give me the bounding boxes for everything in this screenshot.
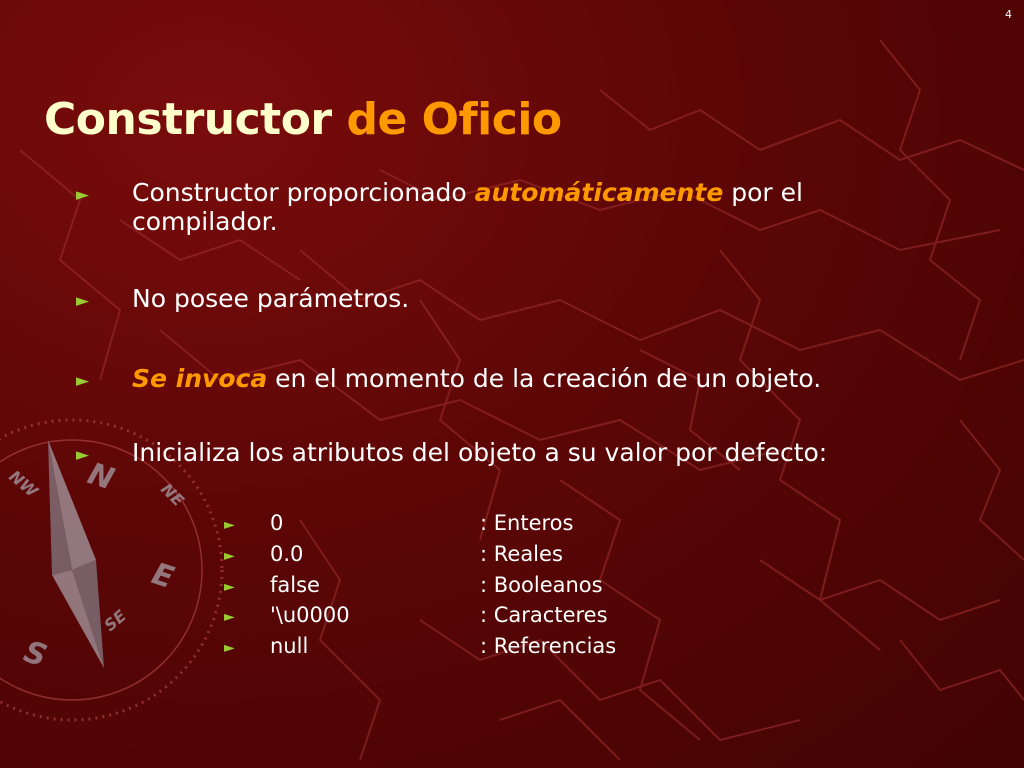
title-part-2: de Oficio (346, 94, 562, 145)
bullet-arrow-icon: ► (76, 291, 90, 311)
bullet-arrow-icon: ► (76, 185, 90, 205)
svg-text:NW: NW (5, 466, 42, 502)
svg-text:SE: SE (100, 606, 130, 636)
bullet-arrow-icon: ► (76, 445, 90, 465)
sub-bullet-arrow-icon: ► (224, 609, 235, 625)
bullet-3: ► Se invoca en el momento de la creación de un objeto. (76, 364, 906, 393)
bullet-2: ► No posee parámetros. (76, 284, 906, 313)
bullet-arrow-icon: ► (76, 371, 90, 391)
title-part-1: Constructor (44, 94, 332, 145)
bullet-1: ► Constructor proporcionado automáticamente por el compilador. (76, 178, 803, 236)
slide-title (44, 94, 562, 145)
sub-bullet-arrow-icon: ► (224, 640, 235, 656)
svg-text:NE: NE (157, 479, 188, 511)
svg-text:N: N (83, 456, 119, 498)
svg-text:S: S (19, 634, 51, 675)
sub-bullet-arrow-icon: ► (224, 579, 235, 595)
sub-bullet-arrow-icon: ► (224, 517, 235, 533)
svg-text:E: E (147, 556, 178, 596)
sub-bullet-arrow-icon: ► (224, 548, 235, 564)
slide-number: 4 (1005, 8, 1012, 21)
bullet-4: ► Inicializa los atributos del objeto a su valor por defecto: (76, 438, 906, 467)
